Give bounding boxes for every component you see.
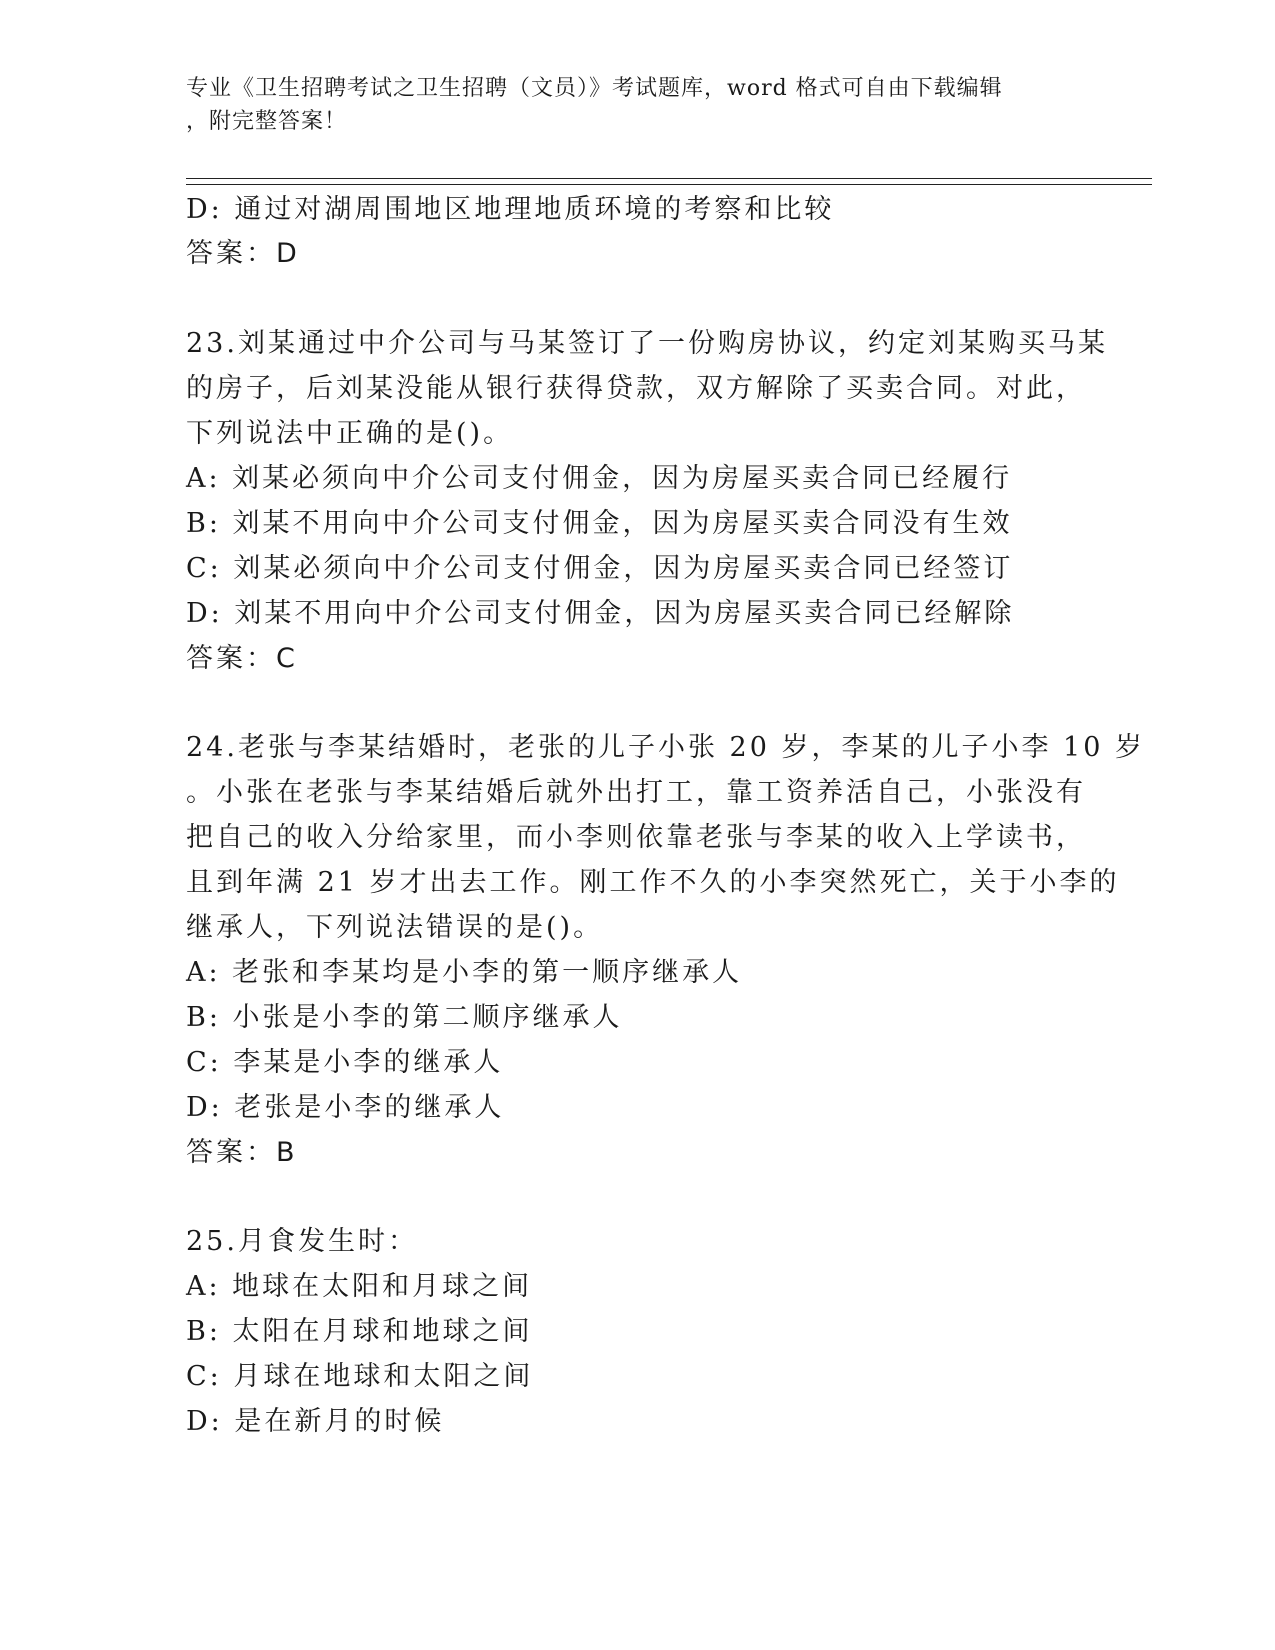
q24-stem-line-5: 继承人，下列说法错误的是()。: [186, 912, 604, 943]
header-rule-bottom: [186, 184, 1152, 185]
q24-stem-line-3: 把自己的收入分给家里，而小李则依靠老张与李某的收入上学读书，: [186, 822, 1086, 853]
q23-stem-line-2: 的房子，后刘某没能从银行获得贷款，双方解除了买卖合同。对此，: [186, 373, 1086, 404]
q24-option-a: A: 老张和李某均是小李的第一顺序继承人: [186, 957, 743, 988]
q23-stem-line-1: 23.刘某通过中介公司与马某签订了一份购房协议，约定刘某购买马某: [186, 328, 1108, 359]
header-line-2: ，附完整答案！: [186, 109, 348, 134]
q24-stem-line-1: 24.老张与李某结婚时，老张的儿子小张 20 岁，李某的儿子小李 10 岁: [186, 732, 1145, 763]
document-header: [186, 72, 1086, 138]
q25-option-b: B: 太阳在月球和地球之间: [186, 1316, 533, 1347]
q25-option-d: D: 是在新月的时候: [186, 1406, 445, 1437]
prev-answer: 答案：D: [186, 238, 300, 269]
q24-option-d: D: 老张是小李的继承人: [186, 1092, 505, 1123]
q23-stem-line-3: 下列说法中正确的是()。: [186, 418, 514, 449]
q24-stem-line-2: 。小张在老张与李某结婚后就外出打工，靠工资养活自己，小张没有: [186, 777, 1086, 808]
q23-option-a: A: 刘某必须向中介公司支付佣金，因为房屋买卖合同已经履行: [186, 463, 1013, 494]
prev-option-d: D: 通过对湖周围地区地理地质环境的考察和比较: [186, 194, 835, 225]
q24-stem-line-4: 且到年满 21 岁才出去工作。刚工作不久的小李突然死亡，关于小李的: [186, 867, 1120, 898]
q25-stem-line-1: 25.月食发生时：: [186, 1226, 418, 1257]
q24-option-b: B: 小张是小李的第二顺序继承人: [186, 1002, 623, 1033]
q24-option-c: C: 李某是小李的继承人: [186, 1047, 504, 1078]
q25-option-c: C: 月球在地球和太阳之间: [186, 1361, 534, 1392]
q24-answer: 答案：B: [186, 1137, 298, 1168]
q23-option-d: D: 刘某不用向中介公司支付佣金，因为房屋买卖合同已经解除: [186, 598, 1015, 629]
q25-option-a: A: 地球在太阳和月球之间: [186, 1271, 533, 1302]
q23-option-c: C: 刘某必须向中介公司支付佣金，因为房屋买卖合同已经签订: [186, 553, 1014, 584]
header-line-1: 专业《卫生招聘考试之卫生招聘（文员）》考试题库，word 格式可自由下载编辑: [186, 76, 1003, 101]
q23-answer: 答案：C: [186, 643, 298, 674]
header-rule-top: [186, 178, 1152, 179]
q23-option-b: B: 刘某不用向中介公司支付佣金，因为房屋买卖合同没有生效: [186, 508, 1013, 539]
